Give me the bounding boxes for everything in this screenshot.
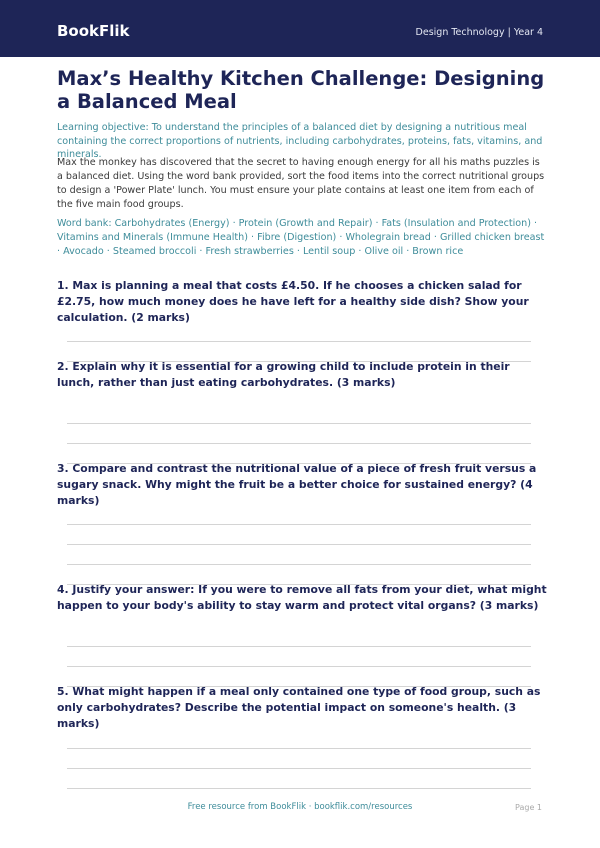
answer-line[interactable] [67, 646, 531, 647]
word-bank: Word bank: Carbohydrates (Energy) · Protein (Growth and Repair) · Fats (Insulation and Protection) · Vitamins and Minerals (Immune Health) · Fibre (Digestion) · Wholegrain bread · Grilled chicken breast · Avocado · Steamed broccoli · Fresh strawberries · Lentil soup · Olive oil · Brown rice [57, 218, 545, 257]
footer-resource-link[interactable]: Free resource from BookFlik · bookflik.com/resources [187, 802, 413, 812]
answer-line[interactable] [67, 564, 531, 565]
page-header [0, 0, 600, 57]
question-3: 3. Compare and contrast the nutritional value of a piece of fresh fruit versus a sugary snack. Why might the fruit be a better choice for sustained energy? (4 marks) [57, 462, 537, 507]
answer-line[interactable] [67, 443, 531, 444]
answer-line[interactable] [67, 768, 531, 769]
question-2: 2. Explain why it is essential for a growing child to include protein in their lunch, rather than just eating carbohydrates. (3 marks) [57, 360, 510, 389]
answer-line[interactable] [67, 788, 531, 789]
question-4: 4. Justify your answer: If you were to remove all fats from your diet, what might happen to your body's ability to stay warm and protect vital organs? (3 marks) [57, 583, 547, 612]
question-5: 5. What might happen if a meal only contained one type of food group, such as only carbohydrates? Describe the potential impact on someone's health. (3 marks) [57, 685, 541, 730]
brand-logo: BookFlik [57, 22, 130, 40]
intro-paragraph: Max the monkey has discovered that the secret to having enough energy for all his maths puzzles is a balanced diet. Using the word bank provided, sort the food items into the correct nutritional groups to design a 'Power Plate' lunch. You must ensure your plate contains at least one item from each of the five main food groups. [57, 157, 545, 210]
answer-line[interactable] [67, 748, 531, 749]
answer-line[interactable] [67, 423, 531, 424]
question-1: 1. Max is planning a meal that costs £4.50. If he chooses a chicken salad for £2.75, how much money does he have left for a healthy side dish? Show your calculation. (2 marks) [57, 279, 529, 324]
worksheet-title: Max’s Healthy Kitchen Challenge: Designing a Balanced Meal [57, 67, 545, 113]
subject-year-label: Design Technology | Year 4 [415, 27, 543, 38]
learning-objective: Learning objective: To understand the principles of a balanced diet by designing a nutritious meal containing the correct proportions of nutrients, including carbohydrates, proteins, fats, vitamins, and minerals. [57, 122, 543, 160]
answer-line[interactable] [67, 544, 531, 545]
page-number: Page 1 [515, 803, 542, 812]
answer-line[interactable] [67, 341, 531, 342]
answer-line[interactable] [67, 524, 531, 525]
answer-line[interactable] [67, 666, 531, 667]
